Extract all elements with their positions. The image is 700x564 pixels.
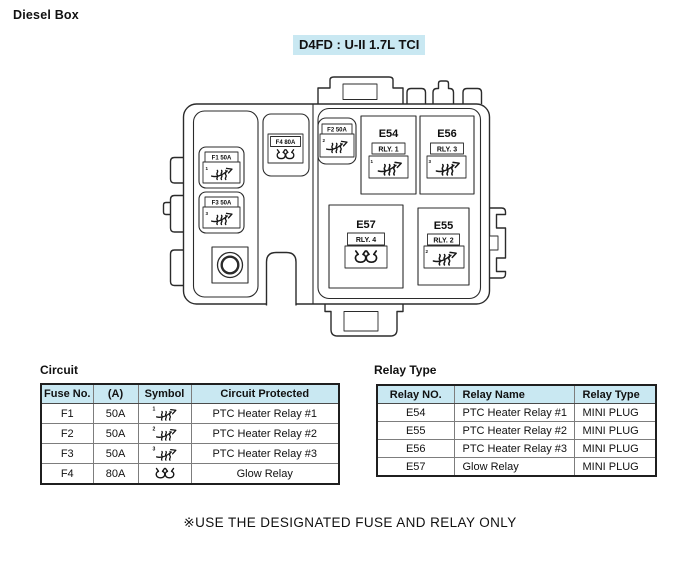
relay-type-table	[376, 384, 657, 477]
engine-model-badge: D4FD : U-II 1.7L TCI	[293, 35, 425, 55]
relay-name-cell: Glow Relay	[454, 458, 574, 477]
page-title: Diesel Box	[13, 8, 79, 22]
fuse-label: F2 50A	[327, 127, 347, 134]
fuse-F2	[318, 118, 356, 164]
relay-name: E54	[378, 128, 399, 140]
amp-cell: 50A	[93, 404, 138, 424]
col-header-circuit-protected: Circuit Protected	[191, 384, 339, 404]
col-header-relay-no: Relay NO.	[377, 385, 454, 404]
col-header-amps: (A)	[93, 384, 138, 404]
fuse-label: F3 50A	[211, 200, 232, 207]
relay-table-row	[377, 422, 656, 440]
relay-name-cell: PTC Heater Relay #2	[454, 422, 574, 440]
symbol-cell	[138, 404, 191, 424]
circuit-table-header-row	[41, 384, 339, 404]
fuse-no-cell: F1	[41, 404, 93, 424]
circuit-table-row	[41, 464, 339, 485]
relay-type-cell: MINI PLUG	[574, 458, 656, 477]
footnote: ※USE THE DESIGNATED FUSE AND RELAY ONLY	[183, 515, 517, 530]
circuit-table-row	[41, 424, 339, 444]
relay-name: E56	[437, 128, 457, 140]
relay-type-cell: MINI PLUG	[574, 440, 656, 458]
relay-table-row	[377, 440, 656, 458]
circuit-table-row	[41, 444, 339, 464]
circuit-table-title: Circuit	[40, 363, 79, 377]
fuse-F1	[199, 147, 244, 188]
svg-text:3: 3	[151, 446, 155, 453]
amp-cell: 80A	[93, 464, 138, 485]
relay-name-cell: PTC Heater Relay #1	[454, 404, 574, 422]
fuse-no-cell: F3	[41, 444, 93, 464]
fuse-F4	[268, 134, 303, 163]
side-connector-notch	[490, 236, 499, 250]
col-header-relay-type: Relay Type	[574, 385, 656, 404]
glow-relay-symbol	[155, 467, 175, 480]
relay-no-cell: E55	[377, 422, 454, 440]
relay-table-row	[377, 404, 656, 422]
svg-text:1: 1	[151, 406, 155, 413]
relay-rly-label: RLY. 2	[433, 237, 454, 245]
relay-name: E57	[356, 219, 376, 231]
relay-type-cell: MINI PLUG	[574, 422, 656, 440]
ptc-heater-symbol	[152, 405, 178, 422]
circuit-table-row	[41, 404, 339, 424]
symbol-number: 2	[425, 249, 429, 254]
relay-no-cell: E54	[377, 404, 454, 422]
svg-text:2: 2	[151, 426, 155, 433]
fuse-F3	[199, 192, 244, 233]
relay-no-cell: E57	[377, 458, 454, 477]
fuse-no-cell: F2	[41, 424, 93, 444]
fuse-label: F1 50A	[211, 155, 232, 162]
circuit-protected-cell: PTC Heater Relay #1	[191, 404, 339, 424]
amp-cell: 50A	[93, 444, 138, 464]
ptc-heater-symbol	[152, 425, 178, 442]
col-header-symbol: Symbol	[138, 384, 191, 404]
relay-rly-label: RLY. 3	[436, 146, 458, 154]
symbol-number: 2	[322, 138, 326, 143]
relay-type-cell: MINI PLUG	[574, 404, 656, 422]
col-header-fuse-no: Fuse No.	[41, 384, 93, 404]
symbol-number: 3	[205, 211, 209, 216]
relay-table-title: Relay Type	[374, 363, 437, 377]
symbol-number: 1	[205, 166, 209, 171]
relay-rly-label: RLY. 4	[355, 237, 377, 244]
fuse-box-diagram	[158, 70, 514, 346]
relay-rly-label: RLY. 1	[378, 146, 399, 154]
amp-cell: 50A	[93, 424, 138, 444]
relay-name-cell: PTC Heater Relay #3	[454, 440, 574, 458]
col-header-relay-name: Relay Name	[454, 385, 574, 404]
relay-table-row	[377, 458, 656, 477]
fuse-no-cell: F4	[41, 464, 93, 485]
symbol-cell	[138, 424, 191, 444]
circuit-protected-cell: PTC Heater Relay #2	[191, 424, 339, 444]
fuse-label: F4 80A	[275, 140, 296, 146]
symbol-number: 3	[428, 159, 432, 164]
circuit-table	[40, 383, 340, 485]
symbol-cell	[138, 464, 191, 485]
circuit-protected-cell: PTC Heater Relay #3	[191, 444, 339, 464]
symbol-cell	[138, 444, 191, 464]
symbol-number: 1	[370, 159, 374, 164]
relay-table-header-row	[377, 385, 656, 404]
bottom-notch	[267, 253, 297, 306]
relay-no-cell: E56	[377, 440, 454, 458]
relay-name: E55	[433, 220, 454, 232]
ptc-heater-symbol	[152, 445, 178, 462]
circuit-protected-cell: Glow Relay	[191, 464, 339, 485]
